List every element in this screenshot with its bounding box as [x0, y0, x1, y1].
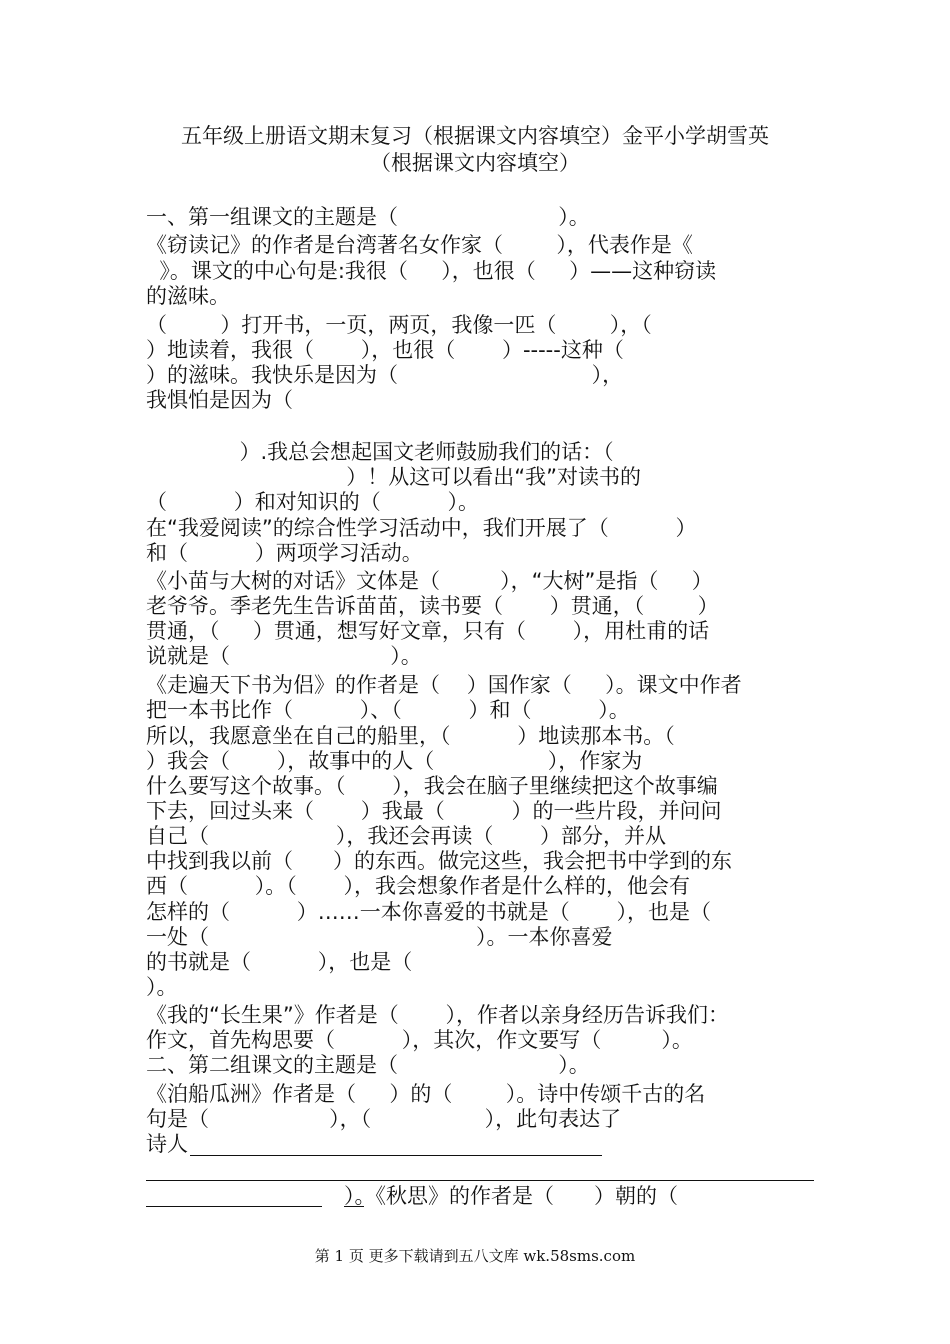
text-line: 《我的“长生果”》作者是（ ），作者以亲身经历告诉我们：	[146, 1003, 729, 1027]
text-line: 在“我爱阅读”的综合性学习活动中，我们开展了（ ）	[146, 516, 697, 540]
page-footer: 第 1 页 更多下载请到五八文库 wk.58sms.com	[314, 1247, 636, 1265]
text-line: 下去，回过头来（ ）我最（ ）的一些片段，并问问	[146, 799, 722, 823]
text-line: 《小苗与大树的对话》文体是（ ），“大树”是指（ ）	[146, 569, 713, 593]
text-line: 一处（ ）。一本你喜爱	[146, 925, 613, 949]
text-line: 《窃读记》的作者是台湾著名女作家（ ），代表作是《	[146, 233, 693, 257]
text-line: （ ）和对知识的（ ）。	[146, 490, 480, 514]
document-subtitle: （根据课文内容填空）	[370, 151, 580, 175]
text-line: 《泊船瓜洲》作者是（ ）的（ ）。诗中传颂千古的名	[146, 1082, 706, 1106]
text-line: 句是（ ），（ ），此句表达了	[146, 1107, 622, 1131]
text-line: 什么要写这个故事。（ ），我会在脑子里继续把这个故事编	[146, 774, 718, 798]
text-line: 诗人	[146, 1132, 188, 1156]
text-line: 把一本书比作（ ）、（ ）和（ ）。	[146, 698, 630, 722]
answer-underline	[190, 1155, 602, 1156]
text-line: ）地读着，我很（ ），也很（ ）-----这种（	[146, 338, 624, 362]
text-line: ）。《秋思》的作者是（ ）朝的（	[344, 1184, 679, 1208]
text-line: 的书就是（ ），也是（	[146, 950, 413, 974]
answer-underline	[146, 1206, 322, 1207]
text-line: 老爷爷。季老先生告诉苗苗，读书要（ ）贯通，（ ）	[146, 594, 719, 618]
text-line: ）。	[146, 975, 178, 999]
text-line: （ ）打开书，一页，两页，我像一匹（ ），（	[146, 313, 652, 337]
text-line: 中找到我以前（ ）的东西。做完这些，我会把书中学到的东	[146, 849, 733, 873]
text-line: 贯通，（ ）贯通，想写好文章，只有（ ），用杜甫的话	[146, 619, 710, 643]
text-line: 和（ ）两项学习活动。	[146, 541, 423, 565]
text-line: 西（ ）。（ ），我会想象作者是什么样的，他会有	[146, 874, 690, 898]
text-line: ）我会（ ），故事中的人（ ），作家为	[146, 749, 643, 773]
answer-underline	[146, 1180, 814, 1181]
text-line: 所以，我愿意坐在自己的船里，（ ）地读那本书。（	[146, 724, 675, 748]
document-title: 五年级上册语文期末复习（根据课文内容填空）金平小学胡雪英	[181, 124, 769, 148]
text-line: 》。课文的中心句是:我很（ ），也很（ ）——这种窃读	[146, 259, 717, 283]
text-line: 的滋味。	[146, 284, 230, 308]
text-line: ）的滋味。我快乐是因为（ ），	[146, 363, 624, 387]
text-line: 自己（ ），我还会再读（ ）部分，并从	[146, 824, 667, 848]
text-line: 我惧怕是因为（	[146, 388, 293, 412]
text-line: 作文，首先构思要（ ），其次，作文要写（ ）。	[146, 1028, 693, 1052]
text-line: 怎样的（ ）……一本你喜爱的书就是（ ），也是（	[146, 900, 711, 924]
text-line: ）.我总会想起国文老师鼓励我们的话：（	[146, 440, 614, 464]
text-line: 一、第一组课文的主题是（ ）。	[146, 205, 590, 229]
text-line: 《走遍天下书为侣》的作者是（ ）国作家（ ）。课文中作者	[146, 673, 742, 697]
text-line: 二、第二组课文的主题是（ ）。	[146, 1053, 590, 1077]
text-line: 说就是（ ）。	[146, 644, 422, 668]
text-line: ）！从这可以看出“我”对读书的	[146, 465, 642, 489]
